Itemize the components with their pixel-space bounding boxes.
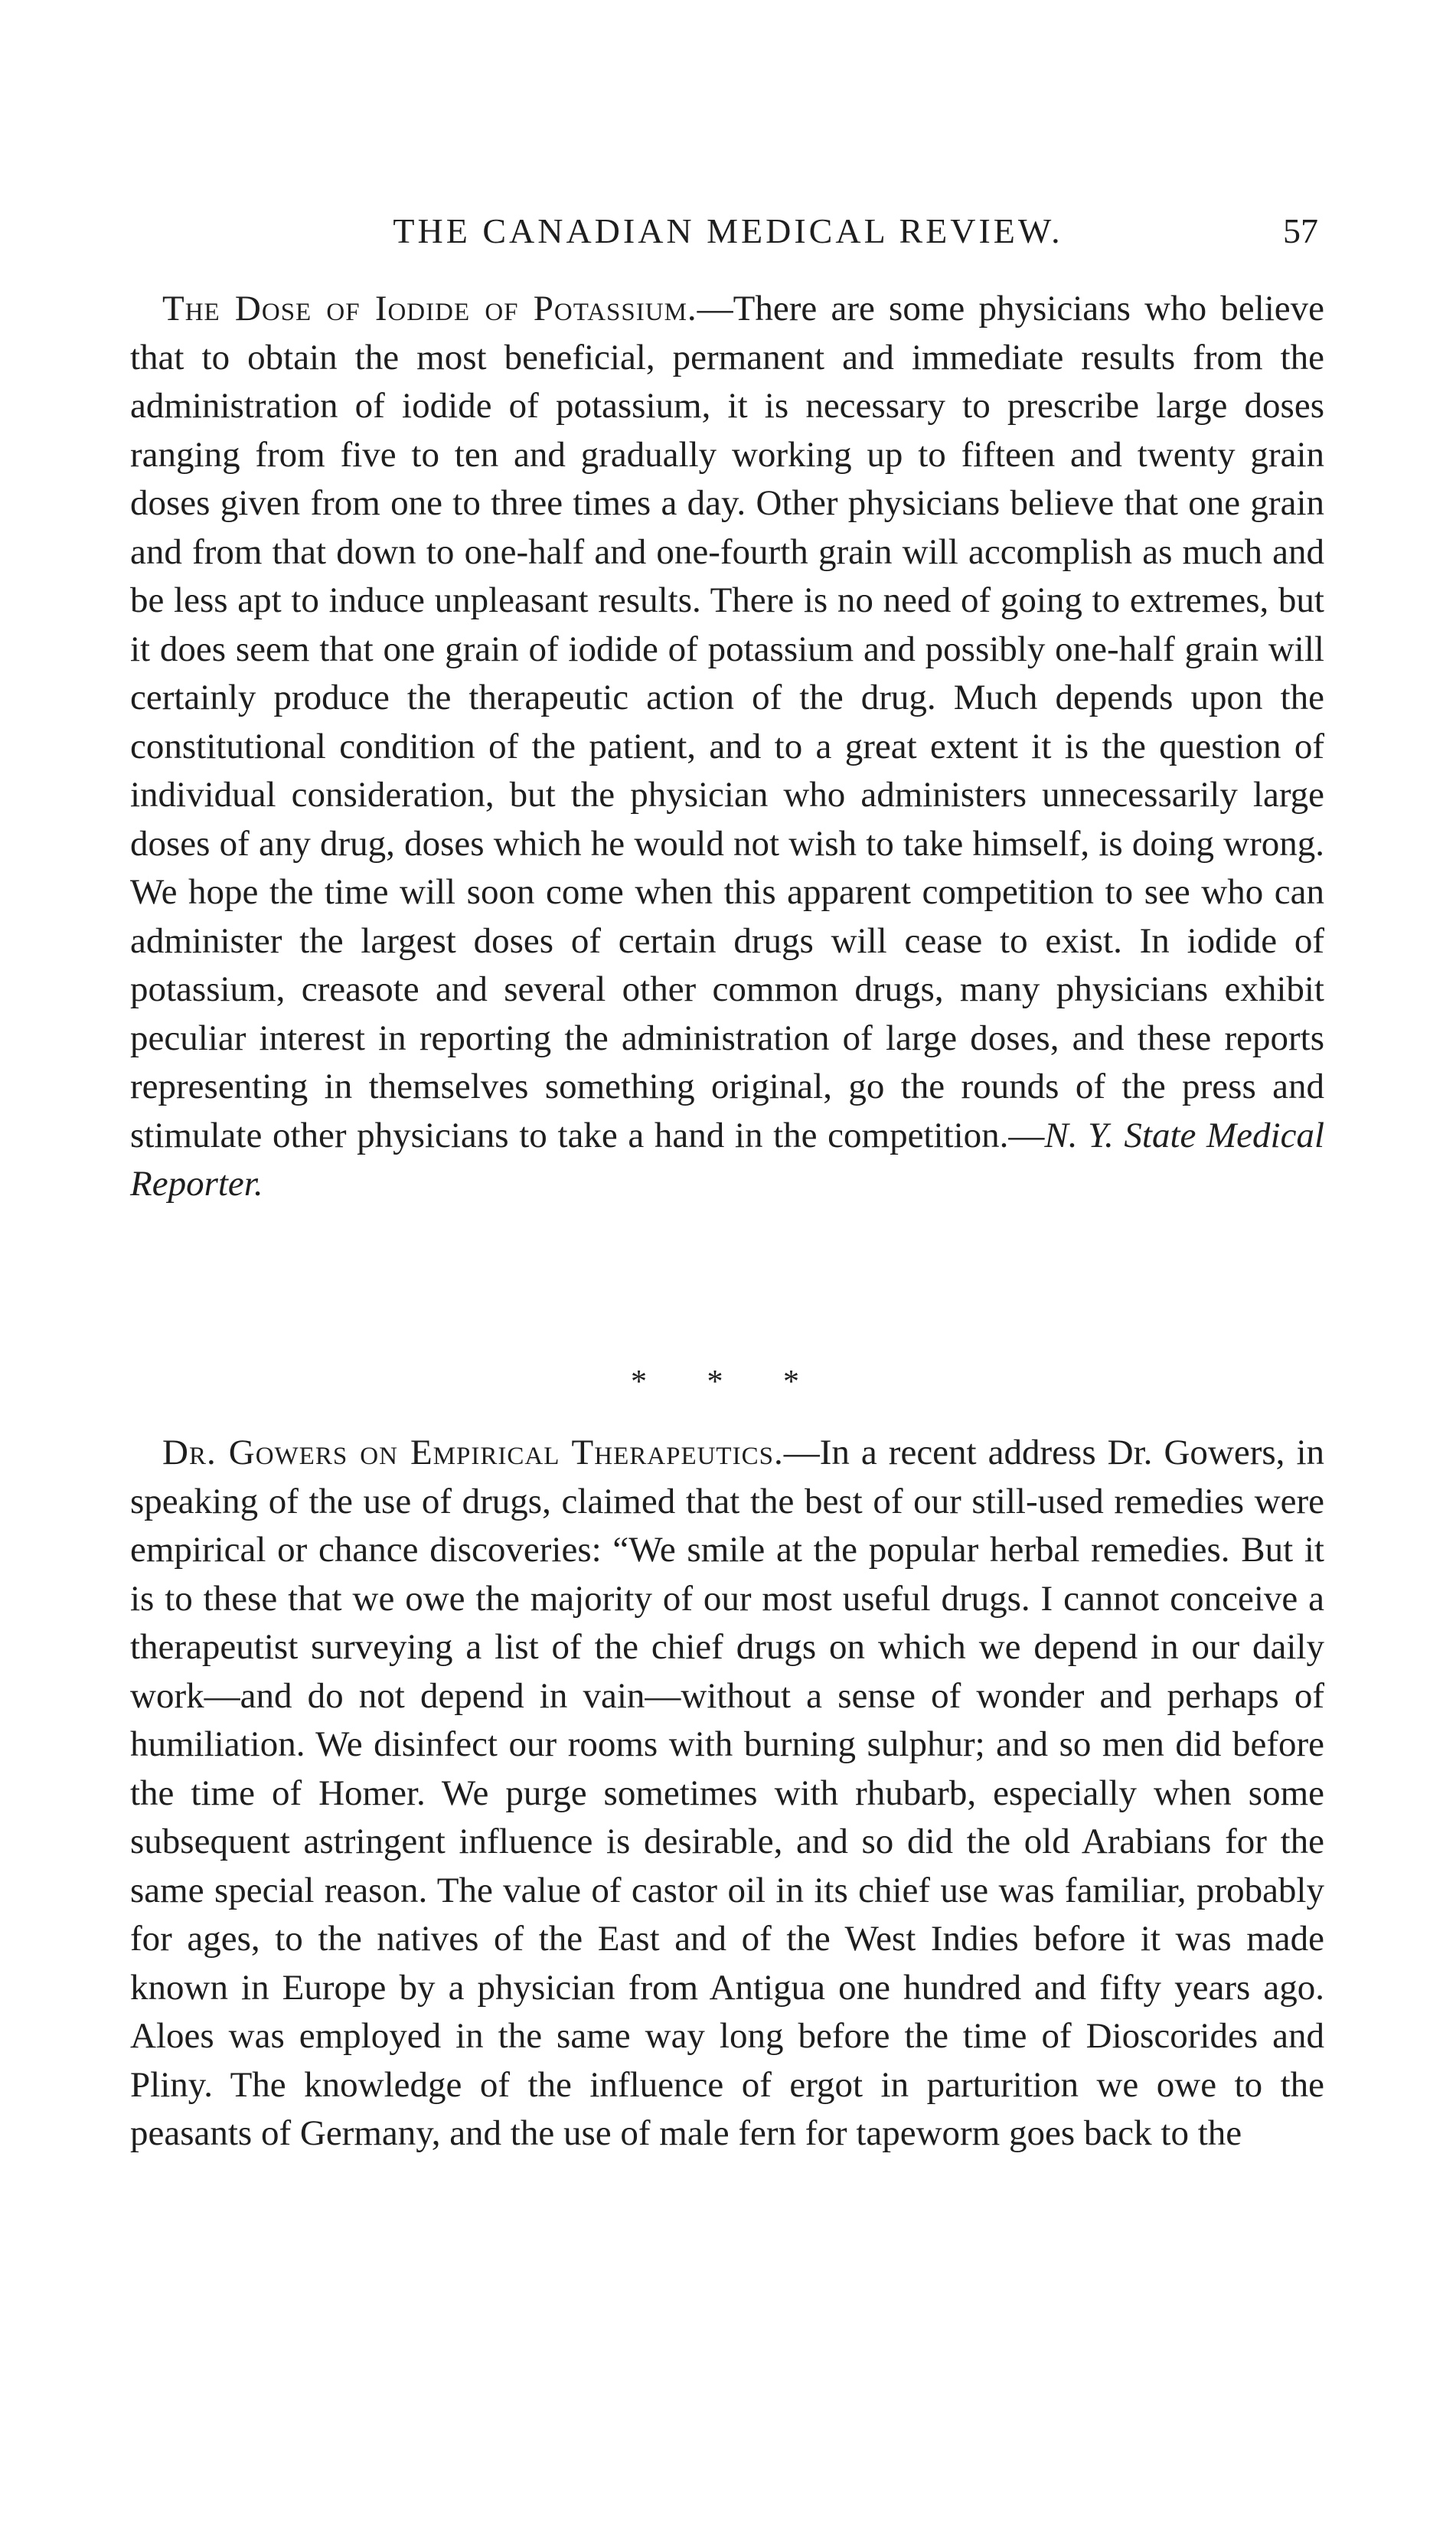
- article-iodide-dose: [130, 285, 1324, 1209]
- article-empirical-therapeutics: [130, 1429, 1324, 2158]
- page-number: 57: [1283, 211, 1318, 250]
- article-heading: The Dose of Iodide of Potassium.: [162, 289, 697, 328]
- section-separator: * * *: [631, 1364, 825, 1400]
- article-citation: N. Y. State Medical Reporter.: [130, 1115, 1325, 1204]
- running-title: THE CANADIAN MEDICAL REVIEW.: [393, 211, 1063, 250]
- article-body: —There are some physicians who believe that to obtain the most beneficial, permanent and immediate results from the administration of iodide of potassium, it is necessary to prescribe large doses ranging from five to ten and gradually working up to fifteen and twenty grain doses given from one to three times a day. Other physicians believe that one grain and from that down to one-half and one-fourth grain will accomplish as much and be less apt to induce unpleasant results. There is no need of going to extremes, but it does seem that one grain of iodide of potassium and possibly one-half grain will certainly produce the therapeutic action of the drug. Much depends upon the constitutional condition of the patient, and to a great extent it is the question of individual consideration, but the physician who administers unnecessarily large doses of any drug, doses which he would not wish to take himself, is doing wrong. We hope the time will soon come when this apparent competition to see who can administer the largest doses of certain drugs will cease to exist. In iodide of potassium, creasote and several other common drugs, many physicians exhibit peculiar interest in reporting the administration of large doses, and these reports representing in themselves something original, go the rounds of the press and stimulate other physicians to take a hand in the competition.—: [130, 289, 1324, 1155]
- article-body: —In a recent address Dr. Gowers, in speaking of the use of drugs, claimed that the best of our still-used remedies were empirical or chance discoveries: “We smile at the popular herbal remedies. But it is to these that we owe the majority of our most useful drugs. I cannot conceive a therapeutist surveying a list of the chief drugs on which we depend in our daily work—and do not depend in vain—without a sense of wonder and perhaps of humiliation. We disinfect our rooms with burning sulphur; and so men did before the time of Homer. We purge sometimes with rhubarb, especially when some subsequent astringent influence is desirable, and so did the old Arabians for the same special reason. The value of castor oil in its chief use was familiar, probably for ages, to the natives of the East and of the West Indies before it was made known in Europe by a physician from Antigua one hundred and fifty years ago. Aloes was employed in the same way long before the time of Dioscorides and Pliny. The knowledge of the influence of ergot in parturition we owe to the peasants of Germany, and the use of male fern for tapeworm goes back to the: [130, 1433, 1324, 2153]
- article-heading: Dr. Gowers on Empirical Therapeutics.: [162, 1433, 784, 1472]
- running-head: [0, 201, 1456, 262]
